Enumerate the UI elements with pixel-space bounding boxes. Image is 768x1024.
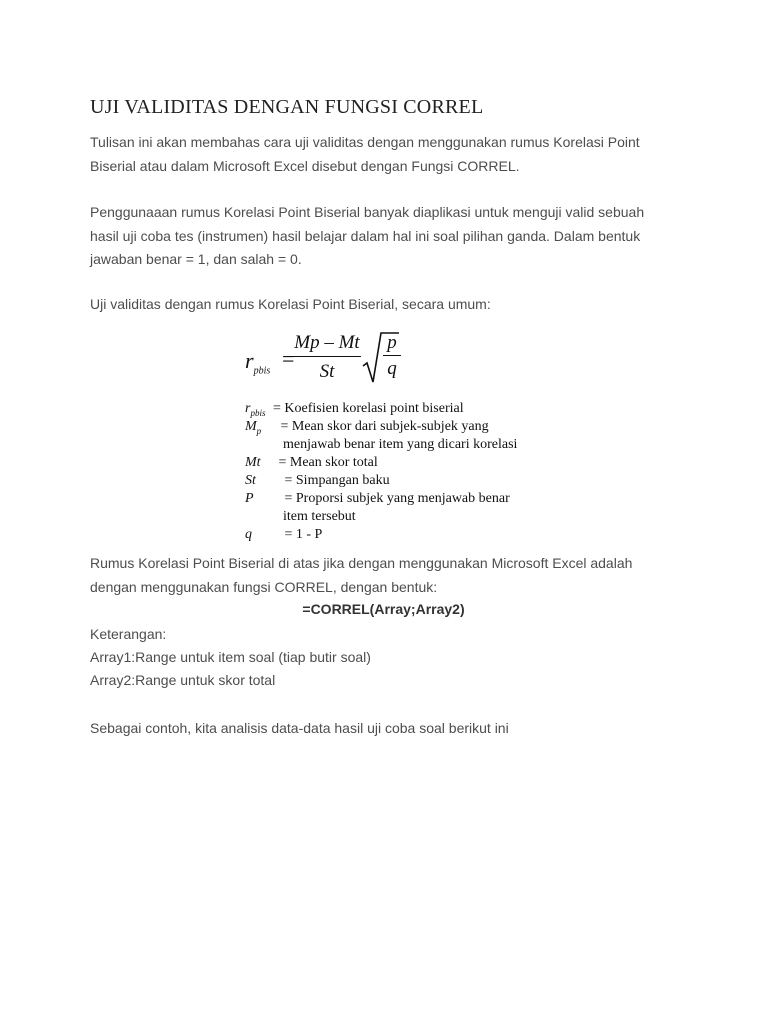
sqrt-denominator: q (387, 358, 397, 379)
text-line: Rumus Korelasi Point Biserial di atas jika dengan menggunakan Microsoft Excel adalah (90, 555, 633, 571)
example-paragraph (90, 717, 509, 741)
sqrt-numerator: p (383, 332, 401, 356)
definition-row: q = 1 - P (245, 527, 323, 542)
intro-paragraph (90, 131, 640, 178)
definition-row: menjawab benar item yang dicari korelasi (283, 437, 518, 452)
correl-formula: =CORREL(Array;Array2) (302, 601, 465, 617)
keterangan-block (90, 623, 371, 692)
definition-row: $r_{pbis}$ = Koefisien korelasi point biserial (245, 401, 464, 418)
text-line: Sebagai contoh, kita analisis data-data hasil uji coba soal berikut ini (90, 720, 509, 736)
text-line: jawaban benar = 1, dan salah = 0. (90, 251, 302, 267)
formula-intro-paragraph (90, 293, 491, 317)
text-line: Uji validitas dengan rumus Korelasi Point Biserial, secara umum: (90, 296, 491, 312)
text-line: Tulisan ini akan membahas cara uji validitas dengan menggunakan rumus Korelasi Point (90, 134, 640, 150)
formula-fraction (293, 332, 361, 383)
formula-denominator: St (319, 361, 335, 382)
formula-equals: = (282, 346, 295, 371)
formula-sqrt-fraction (383, 332, 401, 380)
text-line: hasil uji coba tes (instrumen) hasil belajar dalam hal ini soal pilihan ganda. Dalam bentuk (90, 227, 641, 244)
text-line: Penggunaaan rumus Korelasi Point Biserial banyak diaplikasi untuk menguji valid sebuah (90, 204, 645, 220)
excel-paragraph (90, 552, 632, 599)
text-line: Biserial atau dalam Microsoft Excel disebut dengan Fungsi CORREL. (90, 157, 520, 174)
keterangan-item: Array1:Range untuk item soal (tiap butir soal) (90, 649, 371, 665)
text-line: dengan menggunakan fungsi CORREL, dengan bentuk: (90, 578, 438, 595)
article-title: UJI VALIDITAS DENGAN FUNGSI CORREL (90, 96, 484, 118)
usage-paragraph (90, 201, 644, 272)
keterangan-item: Array2:Range untuk skor total (90, 672, 276, 688)
definition-row: P = Proporsi subjek yang menjawab benar (245, 491, 510, 506)
point-biserial-formula-image (245, 330, 545, 545)
formula-numerator: Mp – Mt (293, 332, 361, 357)
definition-row: $M_p$ = Mean skor dari subjek-subjek yang (245, 419, 489, 436)
keterangan-heading: Keterangan: (90, 626, 167, 642)
formula-r-pbis: $r_{pbis}$ (245, 348, 271, 377)
definition-row: item tersebut (283, 509, 356, 524)
definition-row: Mt = Mean skor total (245, 455, 378, 470)
definition-row: St = Simpangan baku (245, 473, 390, 488)
